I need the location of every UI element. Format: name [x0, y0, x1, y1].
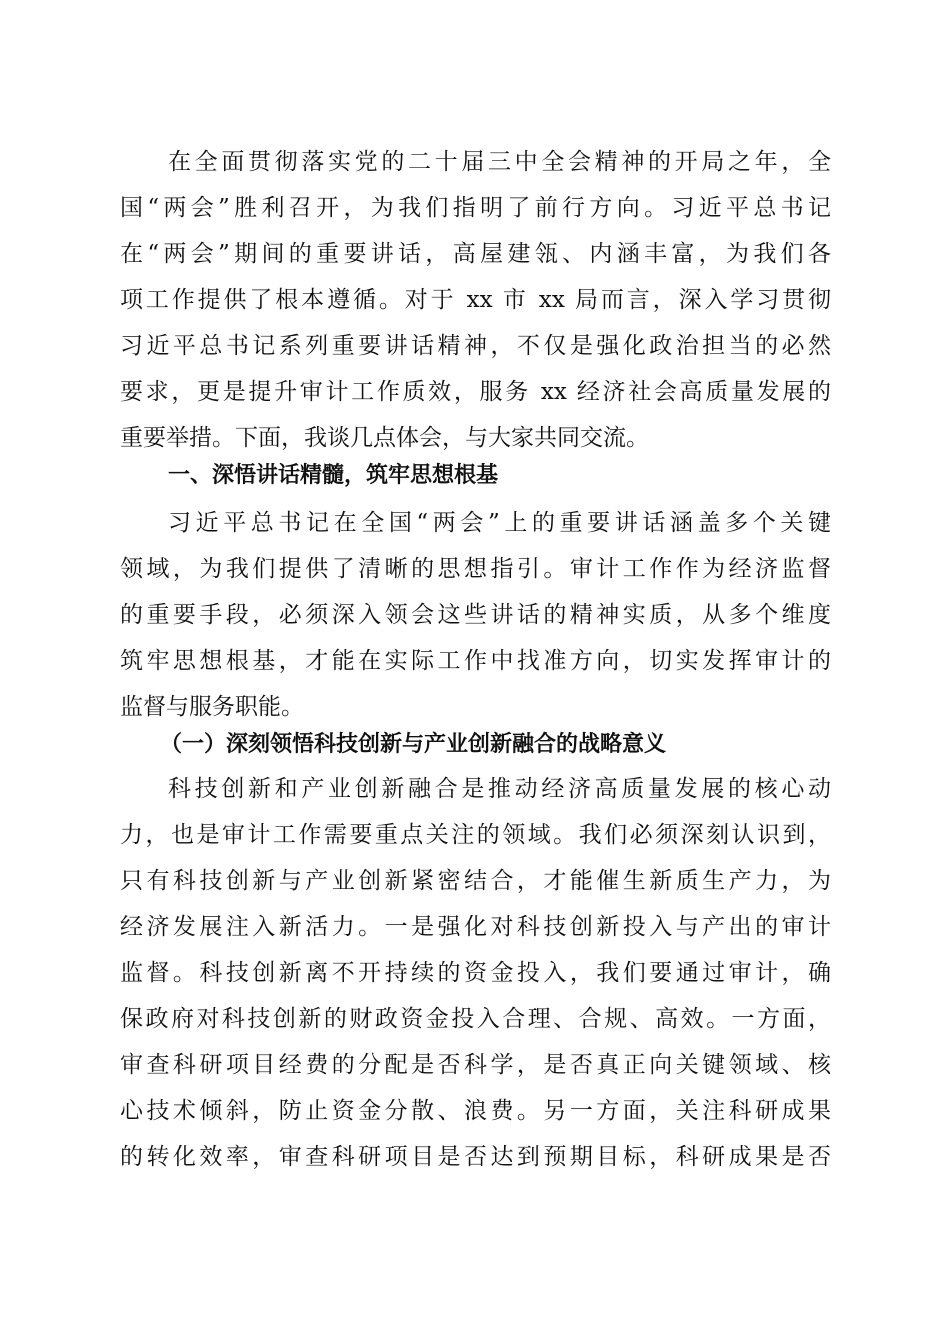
- paragraph-line: 只有科技创新与产业创新紧密结合，才能催生新质生产力，为: [120, 868, 831, 894]
- paragraph-line: 重要举措。下面，我谈几点体会，与大家共同交流。: [120, 425, 649, 451]
- paragraph-line: 心技术倾斜，防止资金分散、浪费。另一方面，关注科研成果: [120, 1098, 831, 1124]
- paragraph-line: 经济发展注入新活力。一是强化对科技创新投入与产出的审计: [120, 914, 831, 940]
- intro-paragraph: [120, 139, 831, 461]
- paragraph-line: 监督与服务职能。: [120, 694, 304, 720]
- paragraph-line: 在“两会”期间的重要讲话，高屋建瓴、内涵丰富，为我们各: [120, 241, 831, 267]
- paragraph-line: 科技创新和产业创新融合是推动经济高质量发展的核心动: [168, 776, 831, 802]
- paragraph-line: 领域，为我们提供了清晰的思想指引。审计工作作为经济监督: [120, 556, 831, 582]
- section1-paragraph: [120, 500, 831, 730]
- paragraph-line: 国“两会”胜利召开，为我们指明了前行方向。习近平总书记: [120, 195, 831, 221]
- paragraph-line: 筑牢思想根基，才能在实际工作中找准方向，切实发挥审计的: [120, 648, 831, 674]
- section-heading: 一、深悟讲话精髓，筑牢思想根基: [168, 463, 499, 488]
- paragraph-line: 审查科研项目经费的分配是否科学，是否真正向关键领域、核: [120, 1052, 831, 1078]
- paragraph-line: 要求，更是提升审计工作质效，服务 xx 经济社会高质量发展的: [120, 379, 831, 405]
- paragraph-line: 在全面贯彻落实党的二十届三中全会精神的开局之年，全: [168, 149, 831, 175]
- paragraph-line: 保政府对科技创新的财政资金投入合理、合规、高效。一方面，: [120, 1006, 831, 1032]
- paragraph-line: 监督。科技创新离不开持续的资金投入，我们要通过审计，确: [120, 960, 831, 986]
- subsection1-paragraph: [120, 766, 831, 1180]
- subsection-heading: （一）深刻领悟科技创新与产业创新融合的战略意义: [160, 731, 667, 757]
- paragraph-line: 的转化效率，审查科研项目是否达到预期目标，科研成果是否: [120, 1144, 831, 1170]
- paragraph-line: 习近平总书记系列重要讲话精神，不仅是强化政治担当的必然: [120, 333, 831, 359]
- paragraph-line: 项工作提供了根本遵循。对于 xx 市 xx 局而言，深入学习贯彻: [120, 287, 831, 313]
- paragraph-line: 习近平总书记在全国“两会”上的重要讲话涵盖多个关键: [168, 510, 831, 536]
- paragraph-line: 的重要手段，必须深入领会这些讲话的精神实质，从多个维度: [120, 602, 831, 628]
- paragraph-line: 力，也是审计工作需要重点关注的领域。我们必须深刻认识到，: [120, 822, 831, 848]
